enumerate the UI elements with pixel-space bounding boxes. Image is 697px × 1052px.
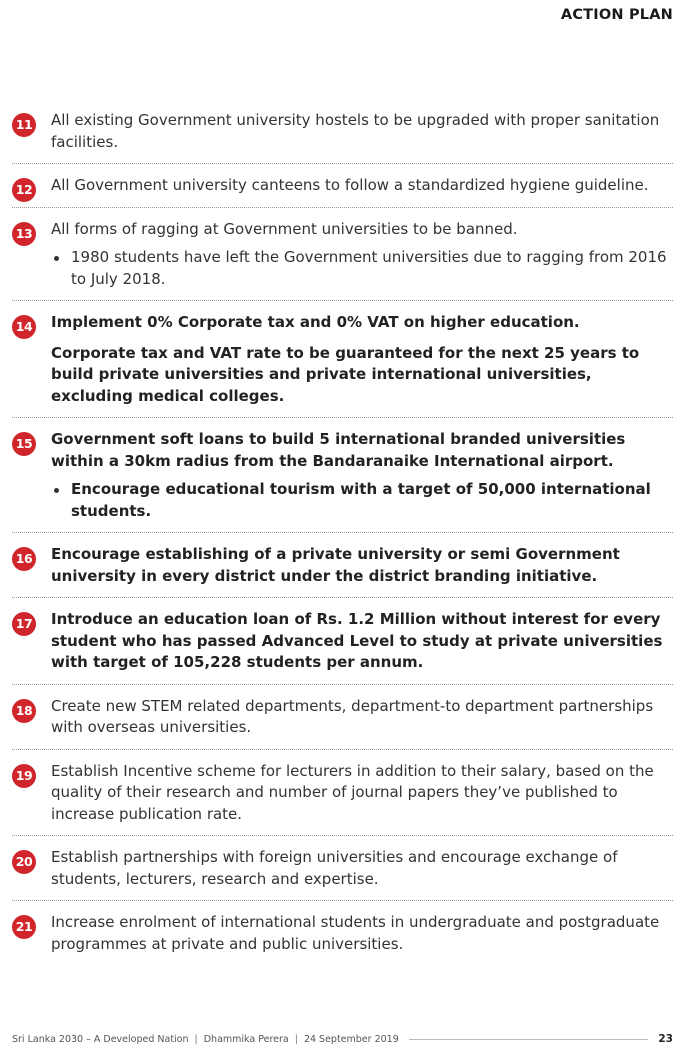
- footer-separator: |: [294, 1033, 298, 1045]
- footer-author: Dhammika Perera: [203, 1033, 289, 1045]
- item-number-badge: 12: [12, 178, 36, 202]
- page-header-title: ACTION PLAN: [560, 7, 673, 23]
- bullet-dot-icon: [54, 256, 59, 261]
- action-item-14: [12, 312, 673, 418]
- action-item-11: [12, 110, 673, 164]
- item-bullet: [51, 479, 673, 522]
- bullet-dot-icon: [54, 488, 59, 493]
- action-item-16: [12, 544, 673, 598]
- item-text: All forms of ragging at Government universities to be banned.: [51, 219, 518, 238]
- item-bullet-text: Encourage educational tourism with a target of 50,000 international students.: [71, 480, 651, 520]
- item-text: Government soft loans to build 5 international branded universities within a 30km radius from the Bandaranaike International airport.: [51, 430, 626, 470]
- action-item-18: [12, 696, 673, 750]
- item-number-badge: 14: [12, 315, 36, 339]
- item-text: Implement 0% Corporate tax and 0% VAT on higher education.: [51, 313, 580, 331]
- item-number-badge: 19: [12, 764, 36, 788]
- item-text: Introduce an education loan of Rs. 1.2 Million without interest for every student who has passed Advanced Level to study at private universities with target of 105,228 students per annum.: [51, 610, 663, 671]
- item-number-badge: 21: [12, 915, 36, 939]
- item-text: All existing Government university hostels to be upgraded with proper sanitation facilities.: [51, 111, 660, 151]
- item-text-secondary: Corporate tax and VAT rate to be guaranteed for the next 25 years to build private universities and private international universities, excluding medical colleges.: [51, 343, 640, 405]
- item-text: Create new STEM related departments, department-to department partnerships with overseas universities.: [51, 696, 654, 736]
- page-number: 23: [658, 1033, 673, 1045]
- item-number-badge: 16: [12, 547, 36, 571]
- action-item-19: [12, 761, 673, 837]
- action-item-17: [12, 609, 673, 685]
- footer-separator: |: [194, 1033, 198, 1045]
- action-plan-list: [12, 110, 673, 965]
- action-item-15: [12, 429, 673, 533]
- page-footer: [12, 1033, 673, 1045]
- footer-rule: [409, 1039, 649, 1040]
- item-text: Encourage establishing of a private university or semi Government university in every district under the district branding initiative.: [51, 545, 620, 585]
- item-number-badge: 18: [12, 699, 36, 723]
- item-number-badge: 15: [12, 432, 36, 456]
- action-item-20: [12, 847, 673, 901]
- action-item-21: [12, 912, 673, 965]
- item-number-badge: 11: [12, 113, 36, 137]
- item-number-badge: 20: [12, 850, 36, 874]
- item-number-badge: 13: [12, 222, 36, 246]
- item-number-badge: 17: [12, 612, 36, 636]
- footer-date: 24 September 2019: [303, 1033, 399, 1045]
- item-text: Establish partnerships with foreign universities and encourage exchange of students, lecturers, research and expertise.: [51, 848, 618, 888]
- item-text: All Government university canteens to follow a standardized hygiene guideline.: [51, 176, 649, 194]
- action-item-12: [12, 175, 673, 208]
- item-bullet-text: 1980 students have left the Government universities due to ragging from 2016 to July 2018.: [71, 248, 667, 288]
- item-text: Establish Incentive scheme for lecturers in addition to their salary, based on the quality of their research and number of journal papers they’ve published to increase publication rate.: [51, 761, 654, 823]
- footer-publication: Sri Lanka 2030 – A Developed Nation: [12, 1033, 189, 1045]
- item-bullet: [51, 247, 673, 290]
- action-item-13: [12, 219, 673, 302]
- item-text: Increase enrolment of international students in undergraduate and postgraduate programmes at private and public universities.: [51, 913, 660, 953]
